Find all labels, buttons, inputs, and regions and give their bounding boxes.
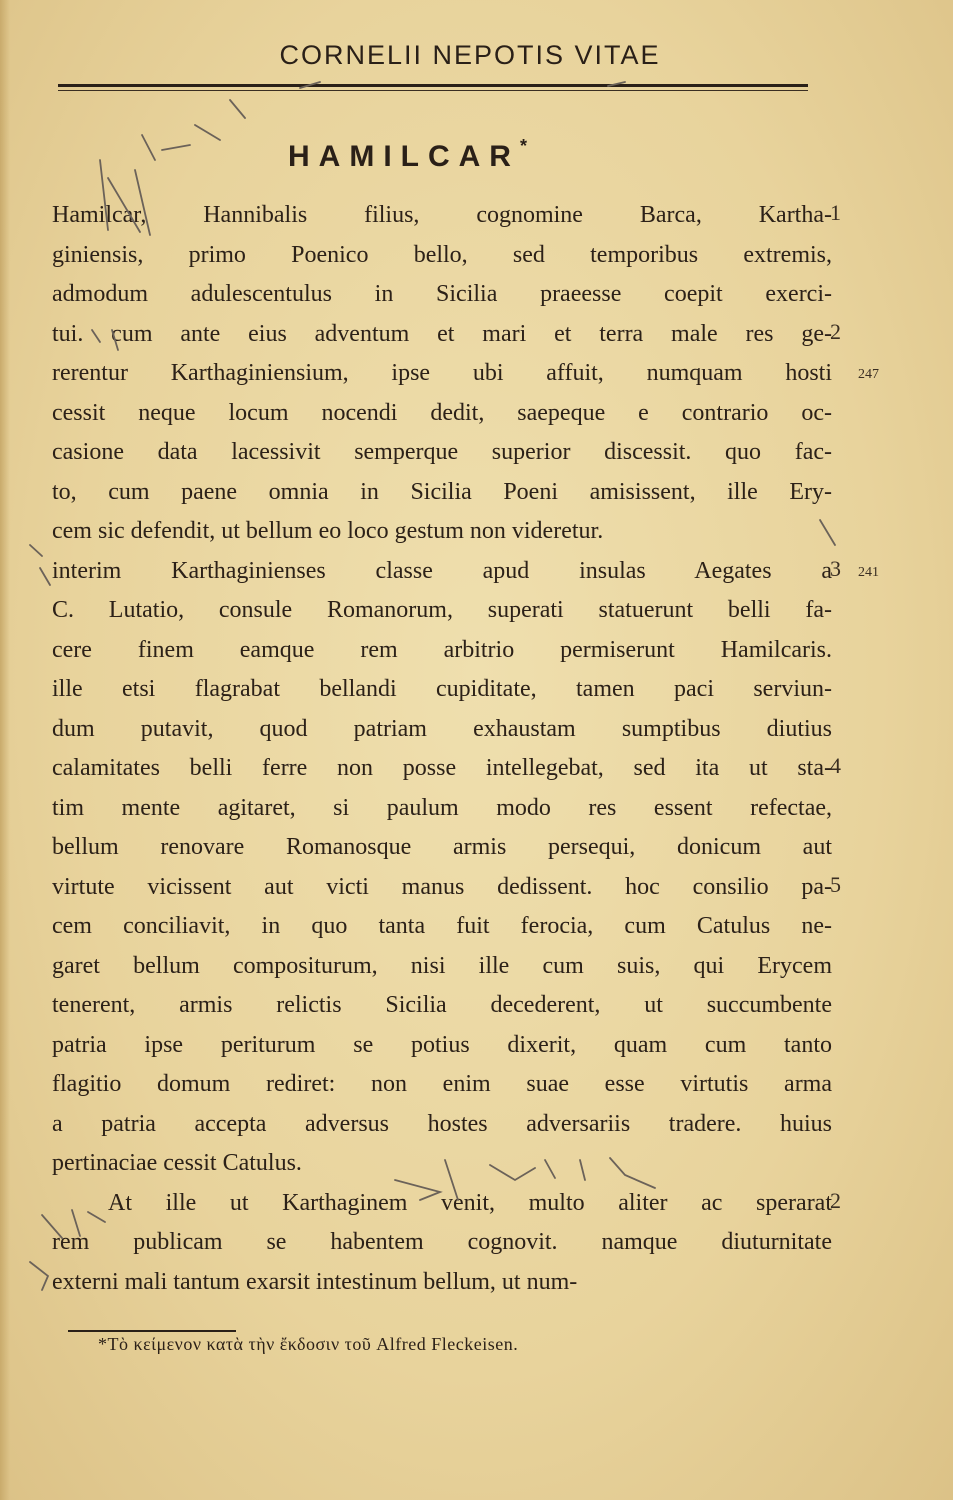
margin-page-ref: 247 <box>858 367 879 382</box>
text-line: tui. cum ante eius adventum et mari et terra male res ge- <box>52 320 832 347</box>
text-line: tenerent, armis relictis Sicilia decederent, ut succumbente <box>52 992 832 1018</box>
body-text <box>52 196 832 1302</box>
text-line: ille etsi flagrabat bellandi cupiditate, tamen paci serviun- <box>52 676 832 702</box>
margin-section-number: 5 <box>830 871 841 897</box>
footnote-rule <box>68 1330 236 1332</box>
text-line: pertinaciae cessit Catulus. <box>52 1150 302 1176</box>
pencil-mark-line27 <box>30 1262 48 1290</box>
text-line: cere finem eamque rem arbitrio permiserunt Hamilcaris. <box>52 636 832 663</box>
chapter-title-text: HAMILCAR <box>288 140 520 173</box>
text-line: virtute vicissent aut victi manus dedissent. hoc consilio pa- <box>52 873 832 900</box>
text-line: C. Lutatio, consule Romanorum, superati statuerunt belli fa- <box>52 597 832 623</box>
text-line: to, cum paene omnia in Sicilia Poeni amisissent, ille Ery- <box>52 478 832 505</box>
text-line: casione data lacessivit semperque superior discessit. quo fac- <box>52 439 832 465</box>
header-rule-thick <box>58 84 808 87</box>
text-line: At ille ut Karthaginem venit, multo aliter ac sperarat <box>108 1189 832 1216</box>
text-line: giniensis, primo Poenico bello, sed temporibus extremis, <box>52 241 832 268</box>
text-line: interim Karthaginienses classe apud insulas Aegates a <box>52 557 832 584</box>
margin-page-ref: 241 <box>858 564 879 580</box>
text-line: tim mente agitaret, si paulum modo res essent refectae, <box>52 794 832 821</box>
title-footnote-mark: * <box>519 136 527 156</box>
text-line: Hamilcar, Hannibalis filius, cognomine Barca, Kartha- <box>52 202 832 228</box>
margin-section-number: 2 <box>830 318 841 344</box>
text-line: calamitates belli ferre non posse intellegebat, sed ita ut sta- <box>52 755 832 781</box>
footnote: *Τὸ κείμενον κατὰ τὴν ἔκδοσιν τοῦ Alfred Fleckeisen. <box>98 1334 519 1354</box>
text-line: garet bellum compositurum, nisi ille cum suis, qui Erycem <box>52 952 832 979</box>
pencil-mark-header <box>230 82 625 118</box>
text-line: flagitio domum rediret: non enim suae esse virtutis arma <box>52 1071 832 1097</box>
text-line: bellum renovare Romanosque armis persequi, donicum aut <box>52 834 832 860</box>
text-line: externi mali tantum exarsit intestinum bellum, ut num- <box>52 1268 578 1295</box>
margin-section-number: 3 <box>830 555 841 581</box>
text-line: cessit neque locum nocendi dedit, saepeque e contrario oc- <box>52 399 832 426</box>
text-line: rerentur Karthaginiensium, ipse ubi affuit, numquam hosti <box>52 360 832 386</box>
header-rule-thin <box>58 90 808 91</box>
text-line: a patria accepta adversus hostes adversariis tradere. huius <box>52 1110 832 1137</box>
page-binding-edge <box>0 0 10 1500</box>
chapter-title <box>288 136 527 174</box>
margin-section-number: 4 <box>830 753 841 778</box>
text-line: rem publicam se habentem cognovit. namque diuturnitate <box>52 1229 832 1255</box>
margin-section-number: 1 <box>830 200 841 225</box>
text-line: admodum adulescentulus in Sicilia praeesse coepit exerci- <box>52 281 832 307</box>
text-line: dum putavit, quod patriam exhaustam sumptibus diutius <box>52 715 832 742</box>
text-line: patria ipse periturum se potius dixerit, quam cum tanto <box>52 1031 832 1058</box>
text-line: cem conciliavit, in quo tanta fuit ferocia, cum Catulus ne- <box>52 913 832 939</box>
running-head: CORNELII NEPOTIS VITAE <box>279 40 661 70</box>
margin-section-number: 2 <box>830 1187 841 1213</box>
text-line: cem sic defendit, ut bellum eo loco gestum non videretur. <box>52 518 604 544</box>
